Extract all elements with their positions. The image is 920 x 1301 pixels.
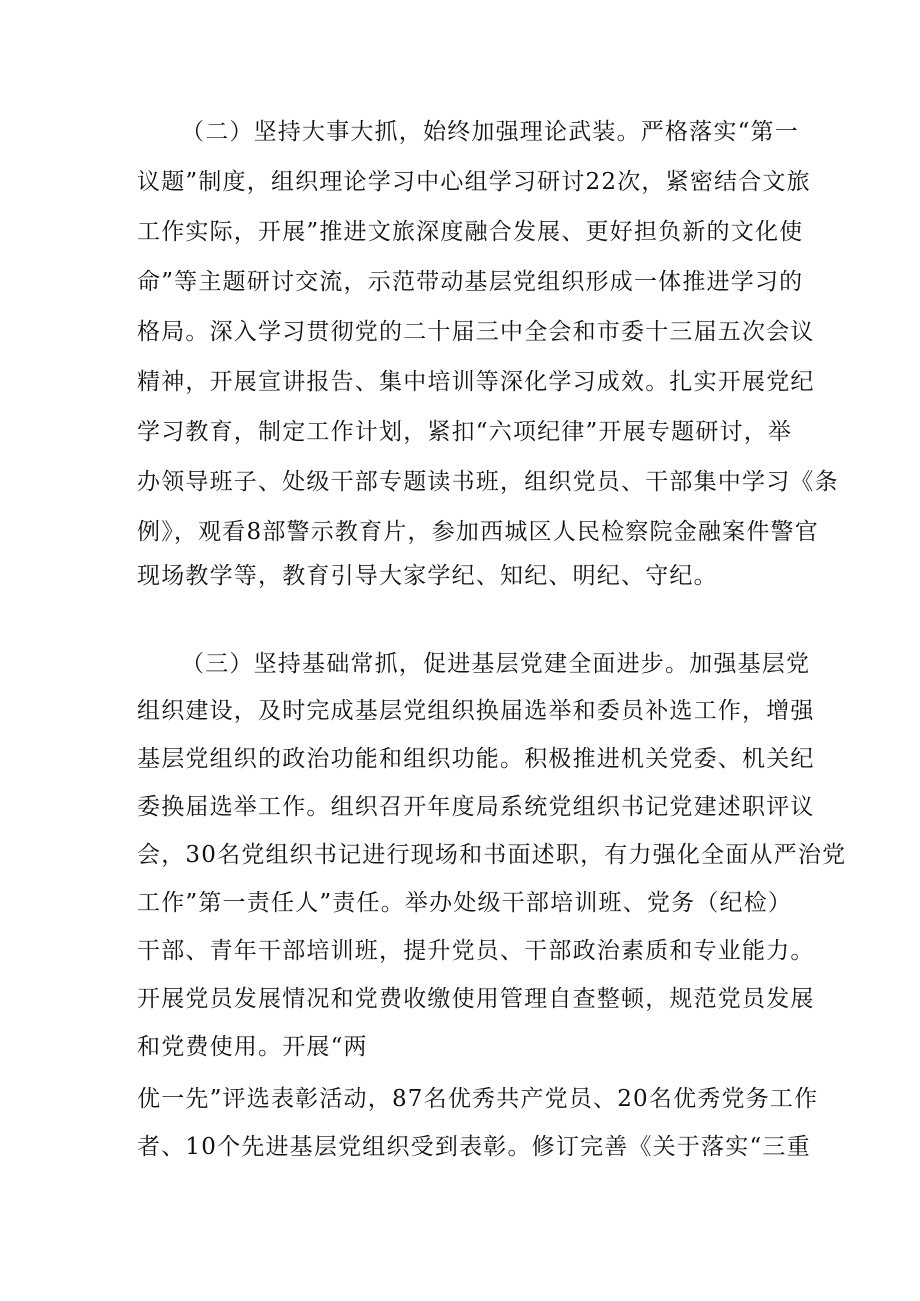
paragraph-line: （二）坚持大事大抓，始终加强理论武装。严格落实“第一 bbox=[181, 119, 799, 145]
paragraph-line: 现场教学等，教育引导大家学纪、知纪、明纪、守纪。 bbox=[137, 563, 718, 589]
paragraph-line: 组织建设，及时完成基层党组织换届选举和委员补选工作，增强 bbox=[137, 698, 815, 724]
paragraph-line: 基层党组织的政治功能和组织功能。积极推进机关党委、机关纪 bbox=[137, 746, 815, 772]
paragraph-line: 议题”制度，组织理论学习中心组学习研讨22次，紧密结合文旅 bbox=[137, 169, 811, 195]
paragraph-line: 精神，开展宣讲报告、集中培训等深化学习成效。扎实开展党纪 bbox=[137, 369, 815, 395]
paragraph-line: 者、10个先进基层党组织受到表彰。修订完善《关于落实“三重 bbox=[137, 1134, 811, 1160]
paragraph-line: 格局。深入学习贯彻党的二十届三中全会和市委十三届五次会议 bbox=[137, 319, 815, 345]
paragraph-line: 例》，观看8部警示教育片，参加西城区人民检察院金融案件警官 bbox=[137, 519, 819, 545]
paragraph-line: 委换届选举工作。组织召开年度局系统党组织书记党建述职评议 bbox=[137, 794, 815, 820]
paragraph-line: 工作实际，开展”推进文旅深度融合发展、更好担负新的文化使 bbox=[137, 219, 804, 245]
paragraph-line: 办领导班子、处级干部专题读书班，组织党员、干部集中学习《条 bbox=[137, 469, 839, 495]
paragraph-line: 优一先”评选表彰活动，87名优秀共产党员、20名优秀党务工作 bbox=[137, 1086, 819, 1112]
paragraph-line: 开展党员发展情况和党费收缴使用管理自查整顿，规范党员发展 bbox=[137, 986, 815, 1012]
paragraph-line: 学习教育，制定工作计划，紧扣“六项纪律”开展专题研讨，举 bbox=[137, 419, 793, 445]
paragraph-line: 工作”第一责任人”责任。举办处级干部培训班、党务（纪检） bbox=[137, 890, 793, 916]
paragraph-line: 命”等主题研讨交流，示范带动基层党组织形成一体推进学习的 bbox=[137, 269, 804, 295]
paragraph-line: 和党费使用。开展“两 bbox=[137, 1034, 368, 1060]
paragraph-line: （三）坚持基础常抓，促进基层党建全面进步。加强基层党 bbox=[181, 651, 811, 677]
paragraph-line: 会，30名党组织书记进行现场和书面述职，有力强化全面从严治党 bbox=[137, 842, 847, 868]
paragraph-line: 干部、青年干部培训班，提升党员、干部政治素质和专业能力。 bbox=[137, 938, 815, 964]
